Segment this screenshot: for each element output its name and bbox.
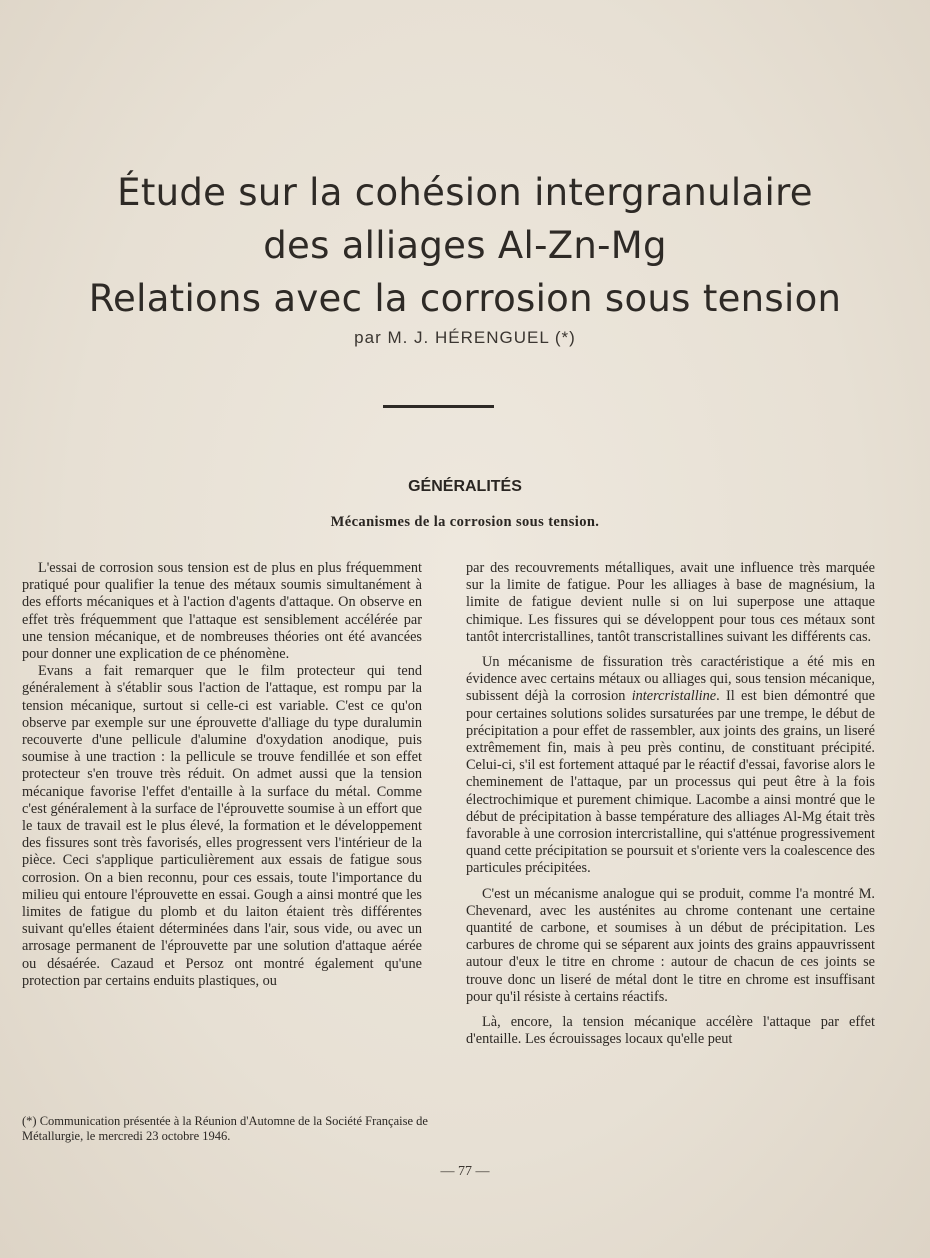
right-paragraph-2: [466, 654, 875, 878]
subsection-heading: Mécanismes de la corrosion sous tension.: [330, 514, 600, 530]
right-paragraph-2-end: . Il est bien démontré que pour certaines solutions solides sursaturées par une trempe, le début de précipitation a pour effet de rassembler, aux joints des grains, un liseré extrêmement fin, mais à peu près continu, de constituant précipité. Celui-ci, s'il est fortement attaqué par le réactif d'essai, favorise alors le cheminement de l'attaque, par un processus qui peut être à la fois électrochimique et purement chimique. Lacombe a ainsi montré que le début de précipitation à basse température des alliages Al-Mg était très favorable à une corrosion intercristalline, qui s'atténue progressivement quand cette précipitation se poursuit et s'oriente vers la coalescence des particules précipitées.: [466, 688, 875, 877]
title-line-2: des alliages Al-Zn-Mg: [263, 224, 667, 267]
title-divider: [383, 405, 494, 408]
right-paragraph-2-start: Un mécanisme de fissuration très caractéristique a été mis en évidence avec certains métaux ou alliages qui, sous tension mécanique, subissent déjà la corrosion: [466, 654, 875, 705]
right-paragraph-1: par des recouvrements métalliques, avait une influence très marquée sur la limite de fatigue. Pour les alliages à base de magnésium, la limite de fatigue devient nulle si on lui superpose une attaque chimique. Les fissures qui se développent pour tous ces métaux sont tantôt intercristallines, tantôt transcristallines suivant les différents cas.: [466, 560, 875, 645]
title-line-1: Étude sur la cohésion intergranulaire: [117, 171, 813, 214]
section-heading: GÉNÉRALITÉS: [408, 478, 522, 495]
article-title: [40, 166, 890, 325]
page-number: — 77 —: [440, 1164, 490, 1179]
author-byline: par M. J. HÉRENGUEL (*): [354, 328, 576, 347]
italic-term: intercristalline: [631, 688, 717, 705]
footnote: (*) Communication présentée à la Réunion d'Automne de la Société Française de Métallurgie, le mercredi 23 octobre 1946.: [22, 1114, 428, 1143]
right-paragraph-3: C'est un mécanisme analogue qui se produit, comme l'a montré M. Chevenard, avec les austénites au chrome contenant une certaine quantité de carbone, et soumises à un début de précipitation. Les carbures de chrome qui se séparent aux joints des grains appauvrissent autour d'eux le titre en chrome : autour de chacun de ces joints se trouve donc un liseré de métal dont le titre en chrome est insuffisant pour qu'il résiste à certains réactifs.: [466, 885, 875, 1005]
left-column: [22, 560, 422, 990]
left-paragraph-1: L'essai de corrosion sous tension est de plus en plus fréquemment pratiqué pour qualifier la tenue des métaux soumis simultanément à des efforts mécaniques et à l'action d'agents d'attaque. On observe en effet très fréquemment que l'attaque est sensiblement accélérée par une tension mécanique, et de nombreuses théories ont été avancées pour donner une explication de ce phénomène.: [22, 560, 422, 663]
right-column: [466, 560, 875, 1048]
right-paragraph-4: Là, encore, la tension mécanique accélère l'attaque par effet d'entaille. Les écrouissages locaux qu'elle peut: [466, 1014, 875, 1048]
title-line-3: Relations avec la corrosion sous tension: [88, 277, 842, 320]
left-paragraph-2: Evans a fait remarquer que le film protecteur qui tend généralement à s'établir sous l'action de l'attaque, est rompu par la tension mécanique, surtout si celle-ci est variable. C'est ce qu'on observe par exemple sur une éprouvette d'alliage du type duralumin recouverte d'une pellicule d'alumine d'oxydation anodique, puis soumise à une traction : la pellicule se trouve fendillée et son effet protecteur s'en trouve très réduit. On admet aussi que la tension mécanique favorise l'effet d'entaille à la surface du métal. Comme c'est généralement à la surface de l'éprouvette soumise à un effort que le taux de travail est le plus élevé, la formation et le développement des fissures sont très favorisés, elles progressent vers l'intérieur de la pièce. Ceci s'applique particulièrement aux essais de fatigue sous corrosion. On a bien reconnu, pour ces essais, toute l'importance du milieu qui entoure l'éprouvette en essai. Gough a ainsi montré que les limites de fatigue du plomb et du laiton étaient très différentes suivant qu'elles étaient déterminées dans l'air, sous vide, ou avec un arrosage permanent de l'éprouvette par une solution d'attaque aérée ou désaérée. Cazaud et Persoz ont montré également qu'une protection par certains enduits plastiques, ou: [22, 663, 422, 989]
